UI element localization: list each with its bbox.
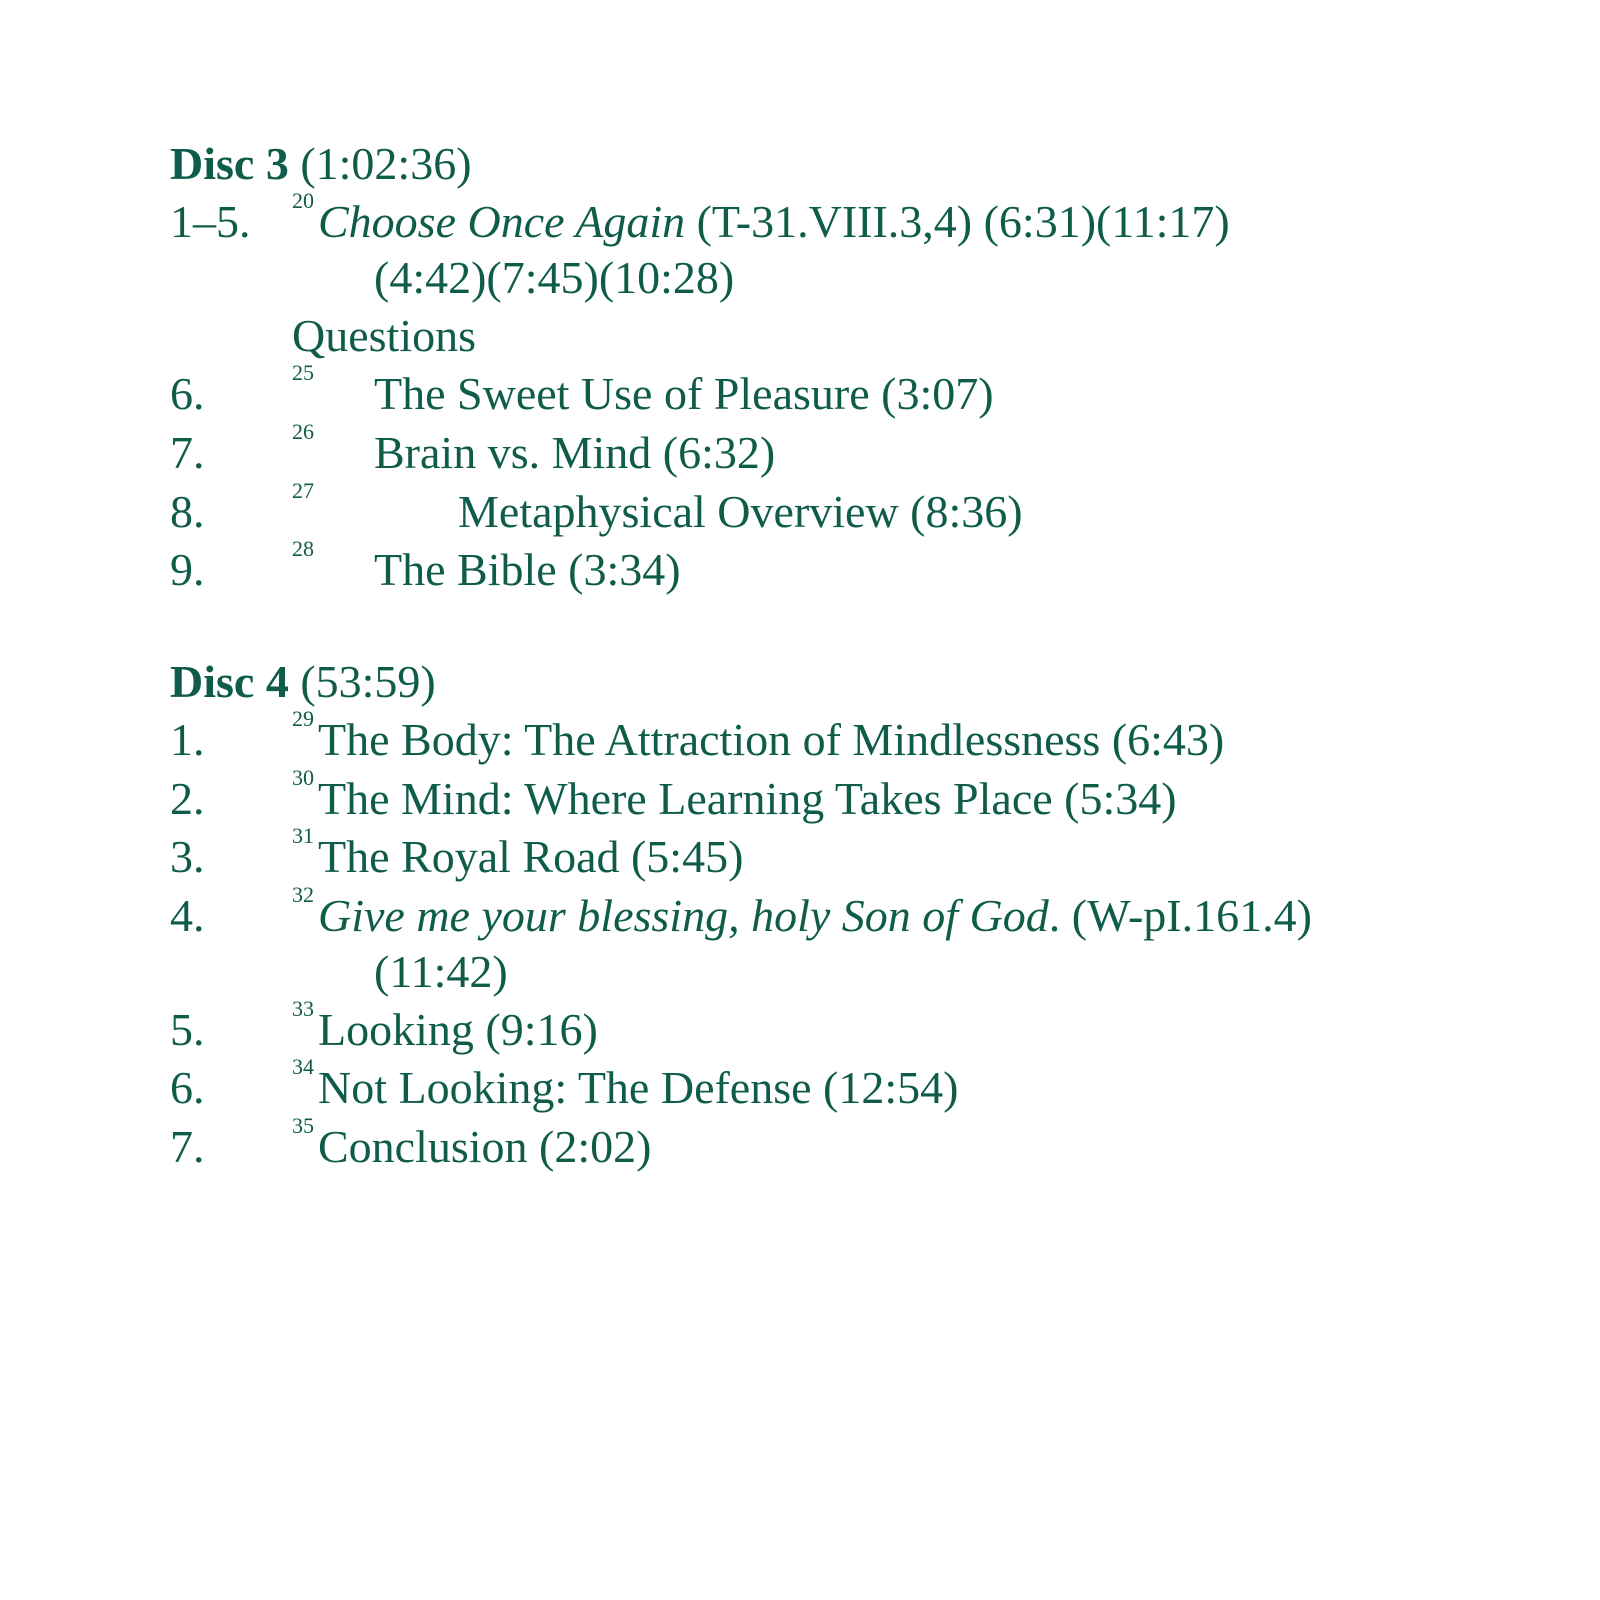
track-number: 8.: [170, 486, 205, 537]
disc4-duration: (53:59): [300, 656, 436, 707]
track-number: 6.: [170, 368, 205, 419]
track-number: 9.: [170, 544, 205, 595]
questions-label: Questions: [292, 310, 476, 361]
track-number: 1–5.: [170, 196, 251, 247]
footnote-ref: 20: [292, 188, 314, 213]
track-number: 5.: [170, 1004, 205, 1055]
footnote-ref: 32: [292, 882, 314, 907]
track-title: Not Looking: The Defense (12:54): [318, 1062, 959, 1113]
footnote-ref: 25: [292, 360, 314, 385]
disc3-duration: (1:02:36): [300, 138, 472, 189]
track-number: 1.: [170, 714, 205, 765]
footnote-ref: 26: [292, 419, 314, 444]
track-title: [318, 890, 1312, 942]
track-title: The Royal Road (5:45): [318, 831, 744, 882]
footnote-ref: 27: [292, 478, 314, 503]
footnote-ref: 29: [292, 706, 314, 731]
footnote-ref: 35: [292, 1113, 314, 1138]
footnote-ref: 30: [292, 765, 314, 790]
track-title: The Mind: Where Learning Takes Place (5:34): [318, 773, 1177, 824]
track-title-rest: (T-31.VIII.3,4) (6:31)(11:17): [685, 196, 1230, 247]
track-title: The Body: The Attraction of Mindlessness (6:43): [318, 714, 1225, 765]
track-title: [318, 196, 1230, 248]
disc4-header: [170, 656, 436, 708]
track-title-italic: Give me your blessing, holy Son of God: [318, 890, 1049, 941]
footnote-ref: 34: [292, 1054, 314, 1079]
footnote-ref: 33: [292, 996, 314, 1021]
track-title: The Bible (3:34): [374, 544, 681, 595]
track-title: Looking (9:16): [318, 1004, 598, 1055]
track-number: 2.: [170, 773, 205, 824]
track-title: Brain vs. Mind (6:32): [374, 427, 776, 478]
disc4-label: Disc 4: [170, 656, 289, 707]
track-number: 3.: [170, 831, 205, 882]
disc3-label: Disc 3: [170, 138, 289, 189]
track-number: 7.: [170, 1121, 205, 1172]
track-number: 7.: [170, 427, 205, 478]
track-title: Conclusion (2:02): [318, 1121, 652, 1172]
track-title: Metaphysical Overview (8:36): [458, 486, 1023, 537]
track-number: 4.: [170, 890, 205, 941]
disc3-header: [170, 138, 472, 190]
footnote-ref: 28: [292, 536, 314, 561]
track-title-rest: . (W-pI.161.4): [1048, 890, 1312, 941]
track-number: 6.: [170, 1062, 205, 1113]
track-title-continued: (11:42): [374, 946, 508, 997]
footnote-ref: 31: [292, 823, 314, 848]
track-title: The Sweet Use of Pleasure (3:07): [374, 368, 994, 419]
track-title-italic: Choose Once Again: [318, 196, 686, 247]
track-title-continued: (4:42)(7:45)(10:28): [374, 252, 735, 303]
